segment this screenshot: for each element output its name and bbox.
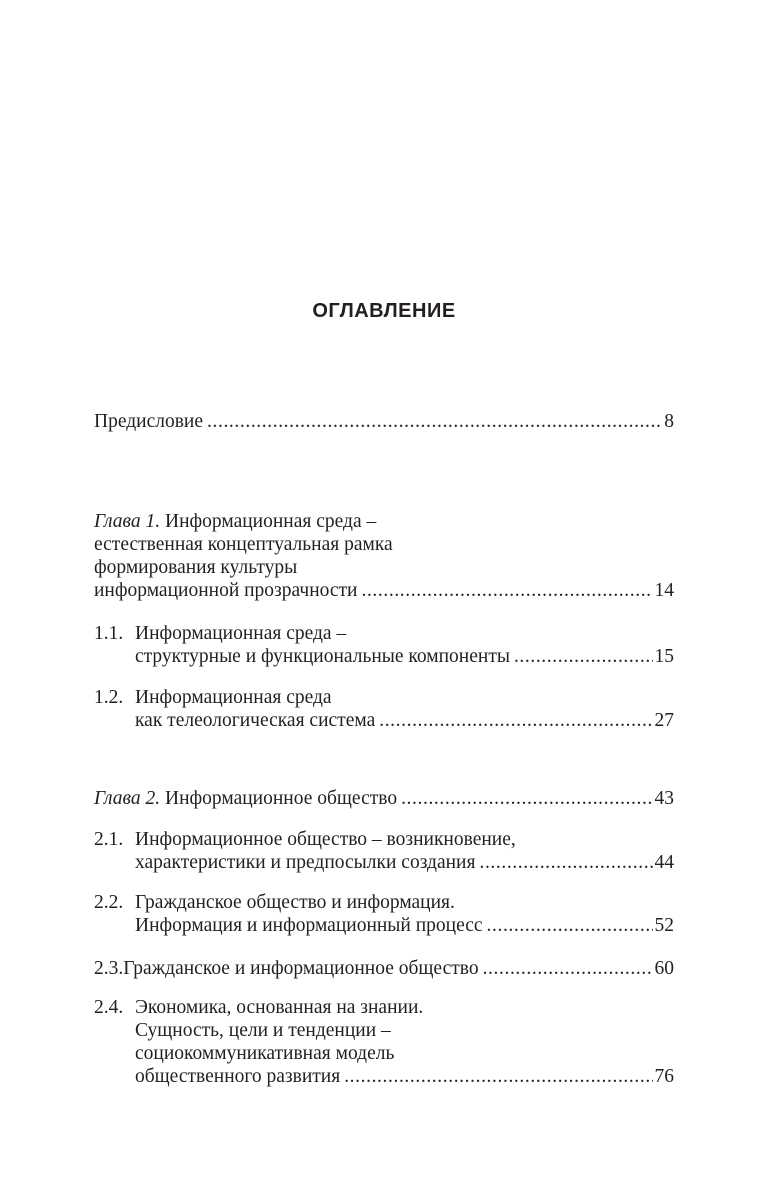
toc-entry-section-2-2[interactable] [94,891,674,937]
section-number: 1.2. [94,687,124,708]
dot-leader [479,851,652,874]
page-number: 8 [664,411,674,432]
section-title-line: Сущность, цели и тенденции – [135,1020,391,1041]
page-title: ОГЛАВЛЕНИЕ [312,300,456,322]
section-title-line: Информационная среда [135,687,332,708]
section-title-line: социокоммуникативная модель [135,1043,395,1064]
chapter-label: Глава 1. [94,511,161,532]
section-number: 1.1. [94,623,124,644]
dot-leader [487,914,653,937]
page-number: 43 [654,788,674,809]
page-number: 15 [654,646,674,667]
toc-entry-chapter-2[interactable] [94,787,674,810]
dot-leader [361,579,652,602]
section-title-line: Информационное общество – возникновение, [135,829,516,850]
page-number: 27 [654,710,674,731]
toc-entry-section-2-3[interactable] [94,957,674,980]
dot-leader [379,709,652,732]
toc-entry-section-1-1[interactable] [94,622,674,668]
dot-leader [483,957,653,980]
page-number: 60 [654,958,674,979]
dot-leader [401,787,652,810]
dot-leader [514,645,653,668]
page-number: 76 [654,1066,674,1087]
dot-leader [207,410,662,433]
toc-entry-section-1-2[interactable] [94,686,674,732]
dot-leader [344,1065,652,1088]
section-title-line: структурные и функциональные компоненты [135,646,510,667]
entry-title: Предисловие [94,411,204,432]
section-number: 2.4. [94,997,124,1018]
section-title-line: Информация и информационный процесс [135,915,483,936]
page-number: 44 [654,852,674,873]
section-title-line: Гражданское общество и информация. [135,892,455,913]
section-title-line: характеристики и предпосылки создания [135,852,476,873]
chapter-title-line: Информационное общество [165,788,398,809]
chapter-title-line: информационной прозрачности [94,580,358,601]
chapter-title-line: естественная концептуальная рамка [94,534,393,555]
toc-entry-section-2-4[interactable] [94,996,674,1088]
chapter-label: Глава 2. [94,788,161,809]
chapter-title-line: формирования культуры [94,557,298,578]
toc-entry-preface[interactable] [94,410,674,433]
page-number: 14 [654,580,674,601]
toc-entry-section-2-1[interactable] [94,828,674,874]
section-title-line: Экономика, основанная на знании. [135,997,424,1018]
section-number: 2.1. [94,829,124,850]
toc-entry-chapter-1[interactable] [94,510,674,602]
section-title-line: Гражданское и информационное общество [123,958,479,979]
section-title-line: Информационная среда – [135,623,347,644]
page-number: 52 [654,915,674,936]
section-title-line: как телеологическая система [135,710,376,731]
chapter-title-line: Информационная среда – [165,511,377,532]
section-number: 2.2. [94,892,124,913]
section-number: 2.3. [94,958,124,979]
section-title-line: общественного развития [135,1066,341,1087]
